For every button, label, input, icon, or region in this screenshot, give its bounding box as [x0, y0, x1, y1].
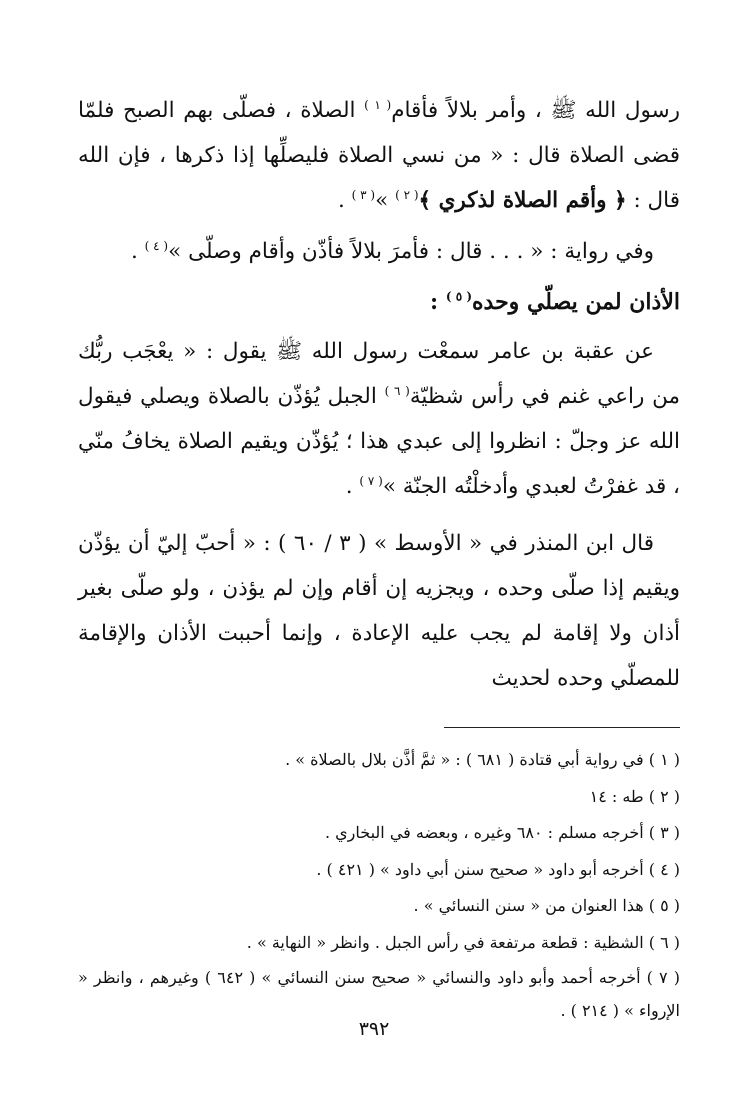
- paragraph-3: عن عقبة بن عامر سمعْت رسول الله ﷺ يقول : « يعْجَب ربُّك من راعي غنم في رأس شظيّة$^{( ٦ )}$ الجبل يُؤذّن بالصلاة ويصلي فيقول الله عز وجلّ : انظروا إلى عبدي هذا ؛ يُؤذّن ويقيم الصلاة يخافُ منّي ، قد غفرْتُ لعبدي وأدخلْتُه الجنّة »$^{( ٧ )}$ .: [78, 339, 681, 499]
- footnote-ref-2: ( ٢ ): [395, 187, 419, 202]
- footnote-ref-1: ( ١ ): [364, 97, 392, 112]
- footnote-2: ( ٢ ) طه : ١٤: [589, 786, 680, 806]
- paragraph-1: رسول الله ﷺ ، وأمر بلالاً فأقام$^{( ١ )}$ الصلاة ، فصلّى بهم الصبح فلمّا قضى الصلاة قال : « من نسي الصلاة فليصلِّها إذا ذكرها ، فإن الله قال : ﴿ وأقم الصلاة لذكري ﴾$^{( ٢ )}$ »$^{( ٣ )}$ .: [78, 97, 681, 213]
- page-number: ٣٩٢: [358, 1018, 390, 1040]
- footnote-ref-4: ( ٤ ): [144, 238, 169, 253]
- footnotes: [78, 742, 680, 1027]
- footnote-ref-7: ( ٧ ): [359, 473, 383, 488]
- paragraph-4: قال ابن المنذر في « الأوسط » ( ٣ / ٦٠ ) : « أحبّ إليّ أن يؤذّن ويقيم إذا صلّى وحده ، ويجزيه إن أقام وإن لم يؤذن ، ولو صلّى بغير أذان ولا إقامة لم يجب عليه الإعادة ، وإنما أحببت الأذان والإقامة للمصلّي وحده لحديث: [78, 531, 680, 691]
- footnote-1: ( ١ ) في رواية أبي قتادة ( ٦٨١ ) : « ثمَّ أذَّن بلال بالصلاة » .: [285, 750, 680, 769]
- footnote-ref-6: ( ٦ ): [384, 383, 410, 398]
- footnote-5: ( ٥ ) هذا العنوان من « سنن النسائي » .: [413, 896, 680, 915]
- section-heading: الأذان لمن يصلّي وحده$^{( ٥ )}$ :: [430, 289, 680, 315]
- paragraph-2: وفي رواية : « . . . قال : فأمرَ بلالاً فأذّن وأقام وصلّى »$^{( ٤ )}$ .: [130, 238, 654, 264]
- main-text: [78, 88, 680, 701]
- footnote-ref-3: ( ٣ ): [351, 187, 376, 202]
- footnote-ref-5: ( ٥ ): [445, 289, 472, 304]
- footnote-7: ( ٧ ) أخرجه أحمد وأبو داود والنسائي « صحيح سنن النسائي » ( ٦٤٢ ) وغيرهم ، وانظر « الإرواء » ( ٢١٤ ) .: [78, 968, 681, 1020]
- footnote-3: ( ٣ ) أخرجه مسلم : ٦٨٠ وغيره ، وبعضه في البخاري .: [324, 823, 680, 842]
- footnote-6: ( ٦ ) الشظية : قطعة مرتفعة في رأس الجبل . وانظر « النهاية » .: [246, 932, 680, 952]
- footnote-4: ( ٤ ) أخرجه أبو داود « صحيح سنن أبي داود » ( ٤٢١ ) .: [316, 859, 680, 879]
- quran-quote: ﴿ وأقم الصلاة لذكري ﴾: [418, 188, 627, 213]
- footnote-divider: [444, 727, 680, 728]
